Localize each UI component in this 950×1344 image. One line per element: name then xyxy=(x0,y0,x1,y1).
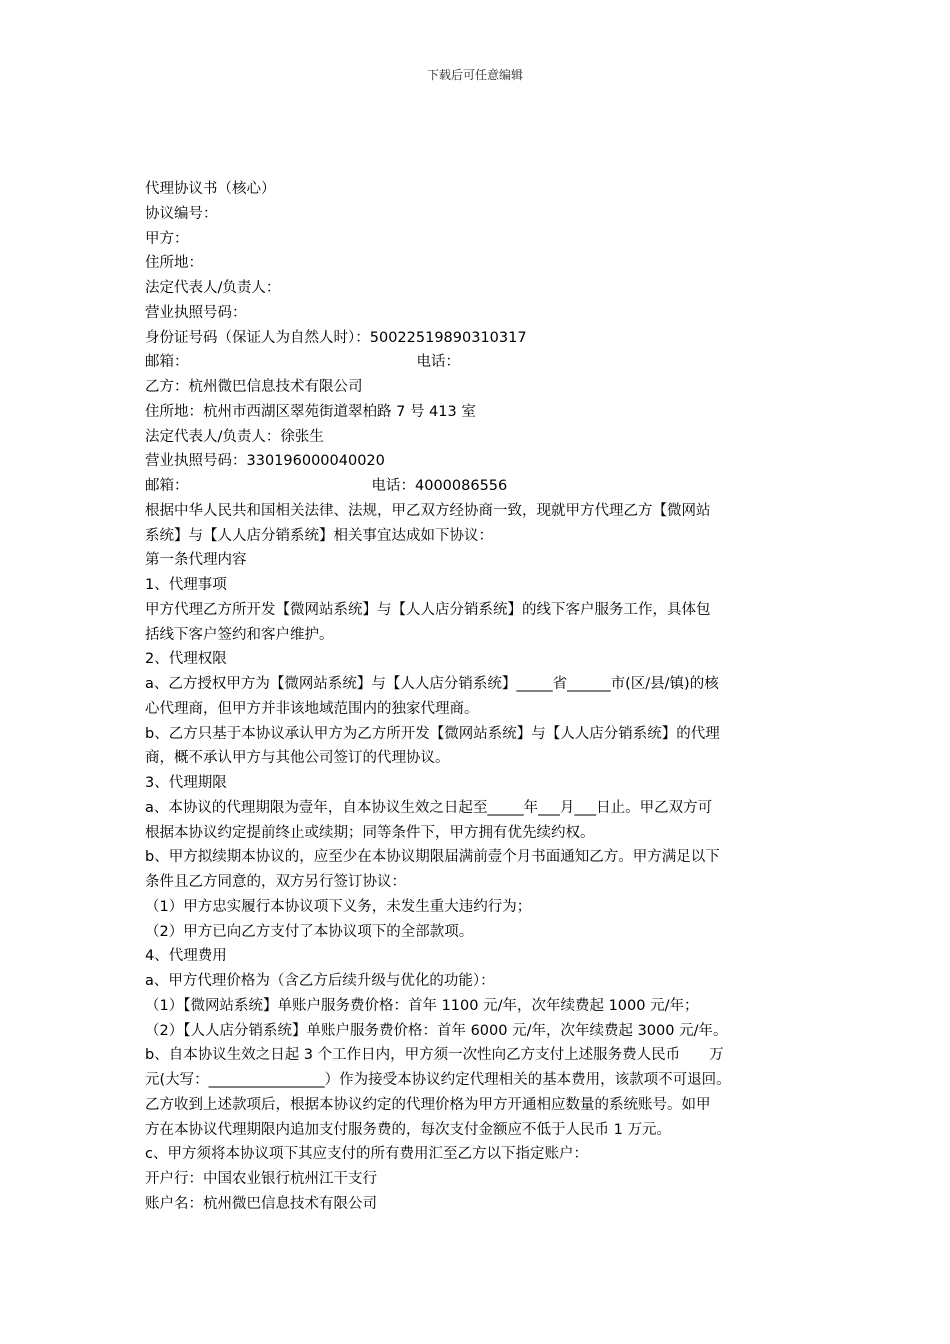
subsection-heading: 4、代理费用 xyxy=(145,948,227,965)
party-b-representative: 法定代表人/负责人：徐张生 xyxy=(145,428,324,445)
list-item: （2）甲方已向乙方支付了本协议项下的全部款项。 xyxy=(145,923,474,940)
paragraph-line: 条件且乙方同意的，双方另行签订协议： xyxy=(145,874,406,890)
paragraph-line: a、乙方授权甲方为【微网站系统】与【人人店分销系统】_____省______市(区/县/镇)的核 xyxy=(145,676,719,692)
agreement-number: 协议编号： xyxy=(145,205,218,222)
party-a-address: 住所地： xyxy=(145,255,203,272)
paragraph-line: 括线下客户签约和客户维护。 xyxy=(145,626,334,643)
section-heading: 第一条代理内容 xyxy=(145,552,247,569)
list-item: （1）甲方忠实履行本协议项下义务，未发生重大违约行为； xyxy=(145,898,532,915)
party-a-license: 营业执照号码： xyxy=(145,304,247,321)
paragraph-line: 甲方代理乙方所开发【微网站系统】与【人人店分销系统】的线下客户服务工作，具体包 xyxy=(145,601,711,618)
list-item: （2）【人人店分销系统】单账户服务费价格：首年 6000 元/年，次年续费起 3000 元/年。 xyxy=(145,1022,728,1039)
account-name: 账户名：杭州微巴信息技术有限公司 xyxy=(145,1195,377,1212)
paragraph-line: 根据本协议约定提前终止或续期；同等条件下，甲方拥有优先续约权。 xyxy=(145,824,595,841)
paragraph-line: 方在本协议代理期限内追加支付服务费的，每次支付金额应不低于人民币 1 万元。 xyxy=(145,1121,671,1138)
paragraph-line: a、本协议的代理期限为壹年，自本协议生效之日起至_____年___月___日止。甲乙双方可 xyxy=(145,799,713,816)
paragraph-line: b、乙方只基于本协议承认甲方为乙方所开发【微网站系统】与【人人店分销系统】的代理 xyxy=(145,725,720,742)
phone-label: 电话： xyxy=(416,354,460,371)
party-a-representative: 法定代表人/负责人： xyxy=(145,280,281,296)
subsection-heading: 2、代理权限 xyxy=(145,651,227,668)
list-item: （1）【微网站系统】单账户服务费价格：首年 1100 元/年，次年续费起 1000 元/年； xyxy=(145,997,699,1014)
paragraph-line: 商，概不承认甲方与其他公司签订的代理协议。 xyxy=(145,750,450,767)
paragraph-line: 根据中华人民共和国相关法律、法规，甲乙双方经协商一致，现就甲方代理乙方【微网站 xyxy=(145,502,711,519)
party-a-id-number: 身份证号码（保证人为自然人时）：50022519890310317 xyxy=(145,329,527,346)
paragraph-line: 心代理商，但甲方并非该地域范围内的独家代理商。 xyxy=(145,700,479,717)
email-label: 邮箱： xyxy=(145,478,189,494)
party-a-contact xyxy=(145,350,810,375)
paragraph-line: 元(大写：________________）作为接受本协议约定代理相关的基本费用，该款项不可退回。 xyxy=(145,1072,731,1088)
subsection-heading: 1、代理事项 xyxy=(145,577,227,593)
paragraph-line: 乙方收到上述款项后，根据本协议约定的代理价格为甲方开通相应数量的系统账号。如甲 xyxy=(145,1096,711,1113)
document-title: 代理协议书（核心） xyxy=(145,181,276,197)
email-label: 邮箱： xyxy=(145,354,189,371)
document-body xyxy=(145,177,810,1217)
paragraph-line: a、甲方代理价格为（含乙方后续升级与优化的功能）： xyxy=(145,973,495,989)
paragraph-line: b、甲方拟续期本协议的，应至少在本协议期限届满前壹个月书面通知乙方。甲方满足以下 xyxy=(145,849,720,866)
party-a: 甲方： xyxy=(145,230,189,247)
party-b-contact xyxy=(145,474,810,499)
page-header: 下载后可任意编辑 xyxy=(426,68,523,82)
subsection-heading: 3、代理期限 xyxy=(145,775,227,791)
paragraph-line: b、自本协议生效之日起 3 个工作日内，甲方须一次性向乙方支付上述服务费人民币 万 xyxy=(145,1047,724,1064)
bank-name: 开户行：中国农业银行杭州江干支行 xyxy=(145,1171,377,1187)
paragraph-line: 系统】与【人人店分销系统】相关事宜达成如下协议： xyxy=(145,527,493,544)
phone-label: 电话：4000086556 xyxy=(371,478,508,494)
paragraph-line: c、甲方须将本协议项下其应支付的所有费用汇至乙方以下指定账户： xyxy=(145,1146,588,1163)
party-b: 乙方：杭州微巴信息技术有限公司 xyxy=(145,379,363,395)
party-b-address: 住所地：杭州市西湖区翠苑街道翠柏路 7 号 413 室 xyxy=(145,403,476,420)
party-b-license: 营业执照号码：330196000040020 xyxy=(145,453,385,470)
